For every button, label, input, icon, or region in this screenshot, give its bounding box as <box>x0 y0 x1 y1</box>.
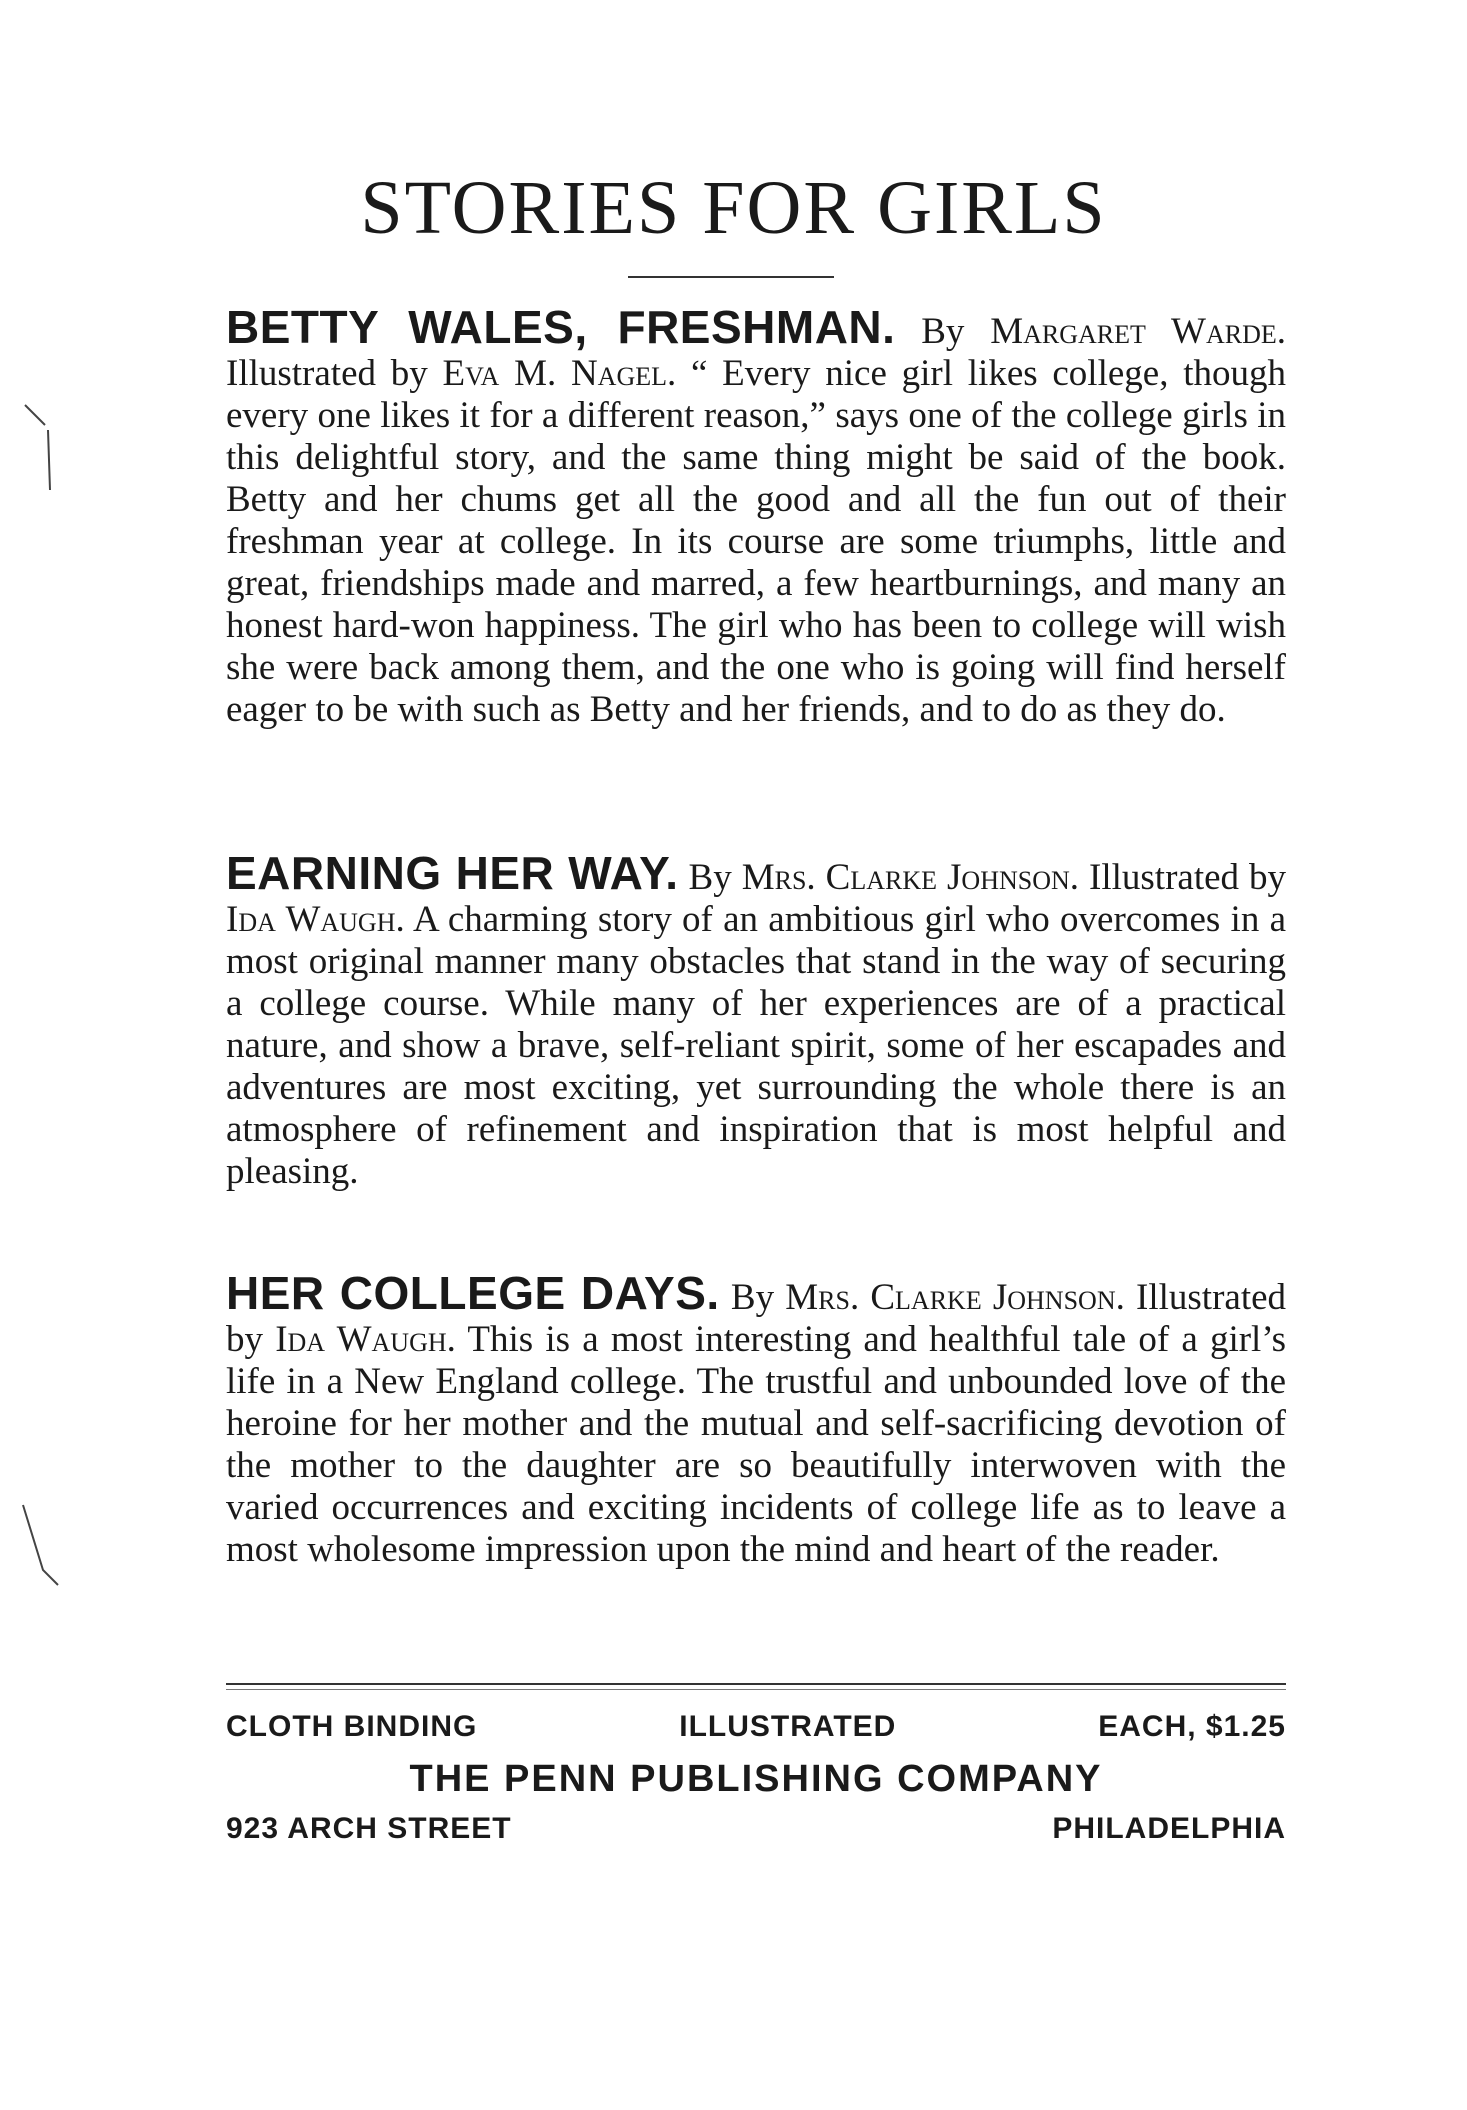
binding-info-row <box>226 1710 1286 1744</box>
scan-mark-icon <box>20 400 70 500</box>
book-illustrator: Ida Waugh. <box>226 899 405 940</box>
city: PHILADELPHIA <box>1052 1812 1286 1845</box>
book-description: A charming story of an ambitious girl who overcomes in a most original manner many obstacles that stand in the way of securing a college course. While many of her experiences are of a practical nature, and show a brave, self-reliant spirit, some of her escapades and adventures are most exciting, yet surrounding the whole there is an atmosphere of refinement and inspiration that is most helpful and pleasing. <box>226 899 1286 1192</box>
price-label: EACH, $1.25 <box>1098 1710 1286 1743</box>
illustrated-by-label: Illustrated by <box>1089 857 1287 898</box>
book-entry-her-college-days <box>226 1267 1287 1571</box>
by-label: By <box>730 1277 775 1318</box>
book-author: Mrs. Clarke Johnson. <box>785 1277 1125 1318</box>
book-description: This is a most interesting and healthful tale of a girl’s life in a New England college. The trustful and unbounded love of the heroine for her mother and the mutual and self-sacrificing devotion of the mother to the daughter are so beautifully interwoven with the varied occurrences and exciting incidents of college life as to leave a most wholesome impression upon the mind and heart of the reader. <box>226 1319 1287 1570</box>
street-address: 923 ARCH STREET <box>226 1812 512 1845</box>
book-description: “ Every nice girl likes college, though every one likes it for a different reason,” says one of the college girls in this delightful story, and the same thing might be said of the book. Betty and her chums get all the good and all the fun out of their freshman year at college. In its course are some triumphs, little and great, friendships made and marred, a few heartburnings, and many an honest hard-won happiness. The girl who has been to college will wish she were back among them, and the one who is going will find herself eager to be with such as Betty and her friends, and to do as they do. <box>226 353 1286 730</box>
footer-divider <box>226 1683 1286 1690</box>
scan-mark-icon <box>18 1500 68 1600</box>
book-illustrator: Ida Waugh. <box>275 1319 456 1360</box>
book-title: BETTY WALES, FRESHMAN. <box>226 301 896 353</box>
page-title: STORIES FOR GIRLS <box>360 166 1107 250</box>
by-label: By <box>688 857 732 898</box>
illustrated-label: ILLUSTRATED <box>679 1710 897 1743</box>
book-title: EARNING HER WAY. <box>226 847 679 899</box>
by-label: By <box>921 311 965 352</box>
book-author: Margaret Warde. <box>990 311 1286 352</box>
book-entry-betty-wales <box>226 301 1286 731</box>
address-row <box>226 1812 1286 1846</box>
book-author: Mrs. Clarke Johnson. <box>741 857 1080 898</box>
title-divider <box>628 276 834 278</box>
book-entry-earning-her-way <box>226 847 1287 1193</box>
illustrated-by-label: Illustrated by <box>226 1277 1287 1360</box>
illustrated-by-label: Illustrated by <box>226 353 428 394</box>
publisher-name: THE PENN PUBLISHING COMPANY <box>409 1758 1103 1800</box>
book-illustrator: Eva M. Nagel. <box>442 353 677 394</box>
binding-label: CLOTH BINDING <box>226 1710 478 1743</box>
book-title: HER COLLEGE DAYS. <box>226 1267 720 1319</box>
